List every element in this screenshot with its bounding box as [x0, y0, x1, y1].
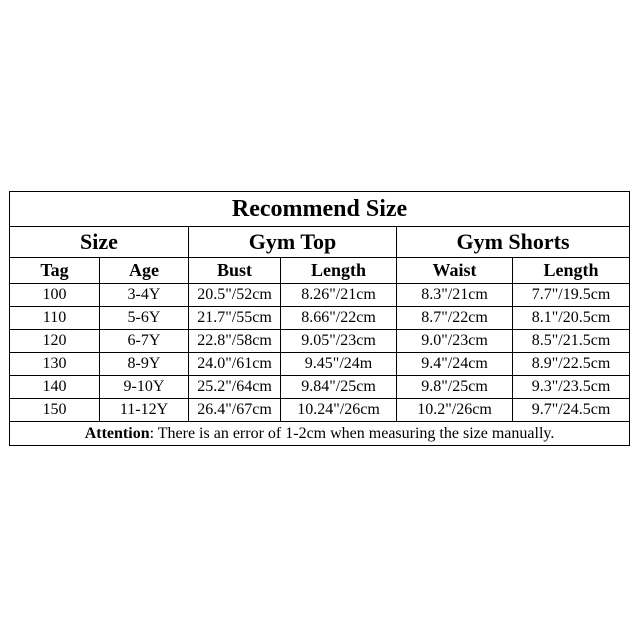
table-row	[10, 353, 630, 376]
table-row	[10, 376, 630, 399]
cell-shorts-length: 8.5"/21.5cm	[513, 330, 630, 353]
cell-shorts-length: 7.7"/19.5cm	[513, 284, 630, 307]
cell-top-length: 9.05"/23cm	[281, 330, 397, 353]
group-header-gym-top: Gym Top	[189, 227, 397, 258]
group-header-row	[10, 227, 630, 258]
cell-waist: 8.3"/21cm	[397, 284, 513, 307]
column-header-row	[10, 258, 630, 284]
cell-waist: 10.2"/26cm	[397, 399, 513, 422]
cell-age: 5-6Y	[100, 307, 189, 330]
cell-tag: 150	[10, 399, 100, 422]
cell-age: 3-4Y	[100, 284, 189, 307]
table-title: Recommend Size	[10, 192, 630, 227]
cell-tag: 110	[10, 307, 100, 330]
column-header-waist: Waist	[397, 258, 513, 284]
cell-top-length: 8.26"/21cm	[281, 284, 397, 307]
attention-label: Attention	[84, 424, 150, 442]
cell-shorts-length: 8.9"/22.5cm	[513, 353, 630, 376]
cell-age: 11-12Y	[100, 399, 189, 422]
attention-note	[10, 422, 630, 446]
cell-age: 6-7Y	[100, 330, 189, 353]
cell-bust: 21.7"/55cm	[189, 307, 281, 330]
cell-shorts-length: 8.1"/20.5cm	[513, 307, 630, 330]
size-chart-table	[9, 191, 630, 446]
cell-top-length: 9.84"/25cm	[281, 376, 397, 399]
cell-tag: 140	[10, 376, 100, 399]
table-row	[10, 307, 630, 330]
table-row	[10, 399, 630, 422]
cell-waist: 9.8"/25cm	[397, 376, 513, 399]
table-body	[10, 284, 630, 422]
cell-tag: 100	[10, 284, 100, 307]
note-row	[10, 422, 630, 446]
cell-top-length: 10.24"/26cm	[281, 399, 397, 422]
column-header-age: Age	[100, 258, 189, 284]
column-header-tag: Tag	[10, 258, 100, 284]
cell-bust: 26.4"/67cm	[189, 399, 281, 422]
cell-top-length: 8.66"/22cm	[281, 307, 397, 330]
title-row	[10, 192, 630, 227]
cell-age: 8-9Y	[100, 353, 189, 376]
cell-waist: 8.7"/22cm	[397, 307, 513, 330]
cell-bust: 22.8"/58cm	[189, 330, 281, 353]
cell-waist: 9.0"/23cm	[397, 330, 513, 353]
table-row	[10, 330, 630, 353]
cell-bust: 25.2"/64cm	[189, 376, 281, 399]
group-header-gym-shorts: Gym Shorts	[397, 227, 630, 258]
group-header-size: Size	[10, 227, 189, 258]
cell-top-length: 9.45"/24m	[281, 353, 397, 376]
cell-bust: 20.5"/52cm	[189, 284, 281, 307]
column-header-top-length: Length	[281, 258, 397, 284]
cell-tag: 130	[10, 353, 100, 376]
cell-bust: 24.0"/61cm	[189, 353, 281, 376]
attention-text: : There is an error of 1-2cm when measuring the size manually.	[149, 424, 555, 442]
cell-shorts-length: 9.7"/24.5cm	[513, 399, 630, 422]
cell-shorts-length: 9.3"/23.5cm	[513, 376, 630, 399]
cell-age: 9-10Y	[100, 376, 189, 399]
column-header-shorts-length: Length	[513, 258, 630, 284]
cell-waist: 9.4"/24cm	[397, 353, 513, 376]
column-header-bust: Bust	[189, 258, 281, 284]
cell-tag: 120	[10, 330, 100, 353]
table-row	[10, 284, 630, 307]
